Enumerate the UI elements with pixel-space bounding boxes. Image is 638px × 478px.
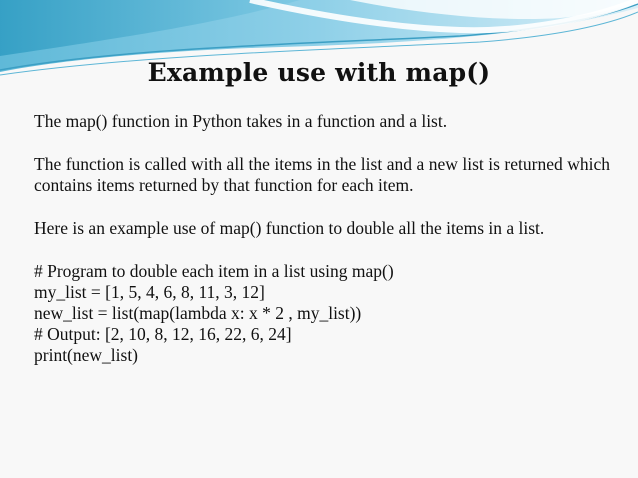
code-line: print(new_list) [34,345,139,365]
paragraph-description: The function is called with all the items in the list and a new list is returned which contains items returned by that function for each item. [34,154,610,195]
code-line: new_list = list(map(lambda x: x * 2 , my_list)) [34,303,362,323]
code-line: # Program to double each item in a list using map() [34,261,394,281]
code-block [34,261,610,366]
paragraph-intro: The map() function in Python takes in a function and a list. [34,111,448,131]
slide-body [34,111,610,366]
code-line: my_list = [1, 5, 4, 6, 8, 11, 3, 12] [34,282,265,302]
slide-title: Example use with map() [147,58,491,87]
paragraph-example-intro: Here is an example use of map() function to double all the items in a list. [34,218,545,238]
code-line: # Output: [2, 10, 8, 12, 16, 22, 6, 24] [34,324,292,344]
